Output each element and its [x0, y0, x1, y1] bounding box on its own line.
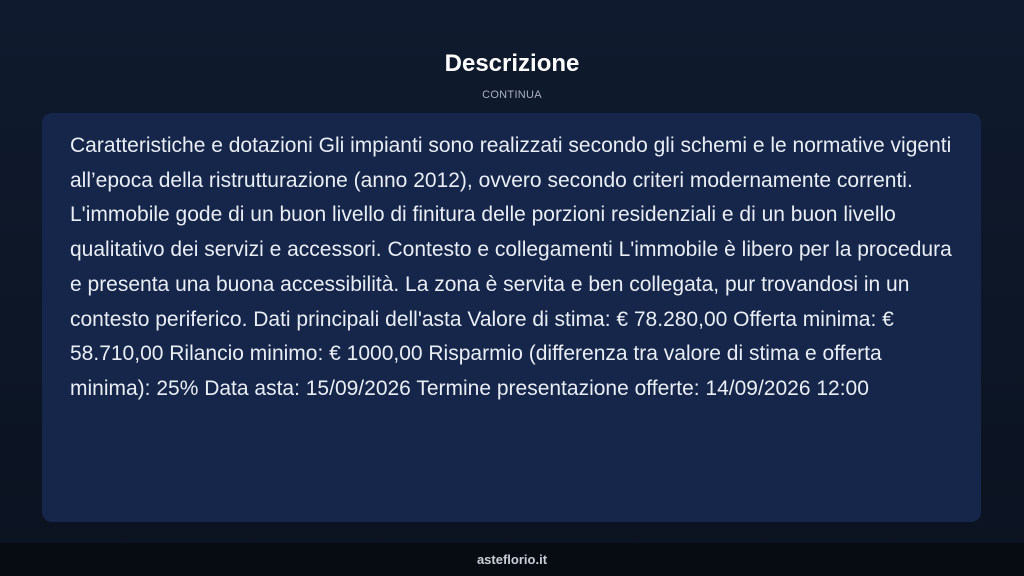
- page-title: Descrizione: [444, 50, 580, 77]
- page-header: [0, 48, 1024, 102]
- description-text: Caratteristiche e dotazioni Gli impianti sono realizzati secondo gli schemi e le normative vigenti all’epoca della ristrutturazione (anno 2012), ovvero secondo criteri modernamente correnti. L'immobile gode di un buon livello di finitura delle porzioni residenziali e di un buon livello qualitativo dei servizi e accessori. Contesto e collegamenti L'immobile è libero per la procedura e presenta una buona accessibilità. La zona è servita e ben collegata, pur trovandosi in un contesto periferico. Dati principali dell'asta Valore di stima: € 78.280,00 Offerta minima: € 58.710,00 Rilancio minimo: € 1000,00 Risparmio (differenza tra valore di stima e offerta minima): 25% Data asta: 15/09/2026 Termine presentazione offerte: 14/09/2026 12:00: [70, 134, 952, 400]
- footer-bar: [0, 543, 1024, 576]
- description-card: [42, 113, 981, 522]
- continua-label: CONTINUA: [482, 89, 542, 101]
- footer-site-name: asteflorio.it: [476, 552, 548, 567]
